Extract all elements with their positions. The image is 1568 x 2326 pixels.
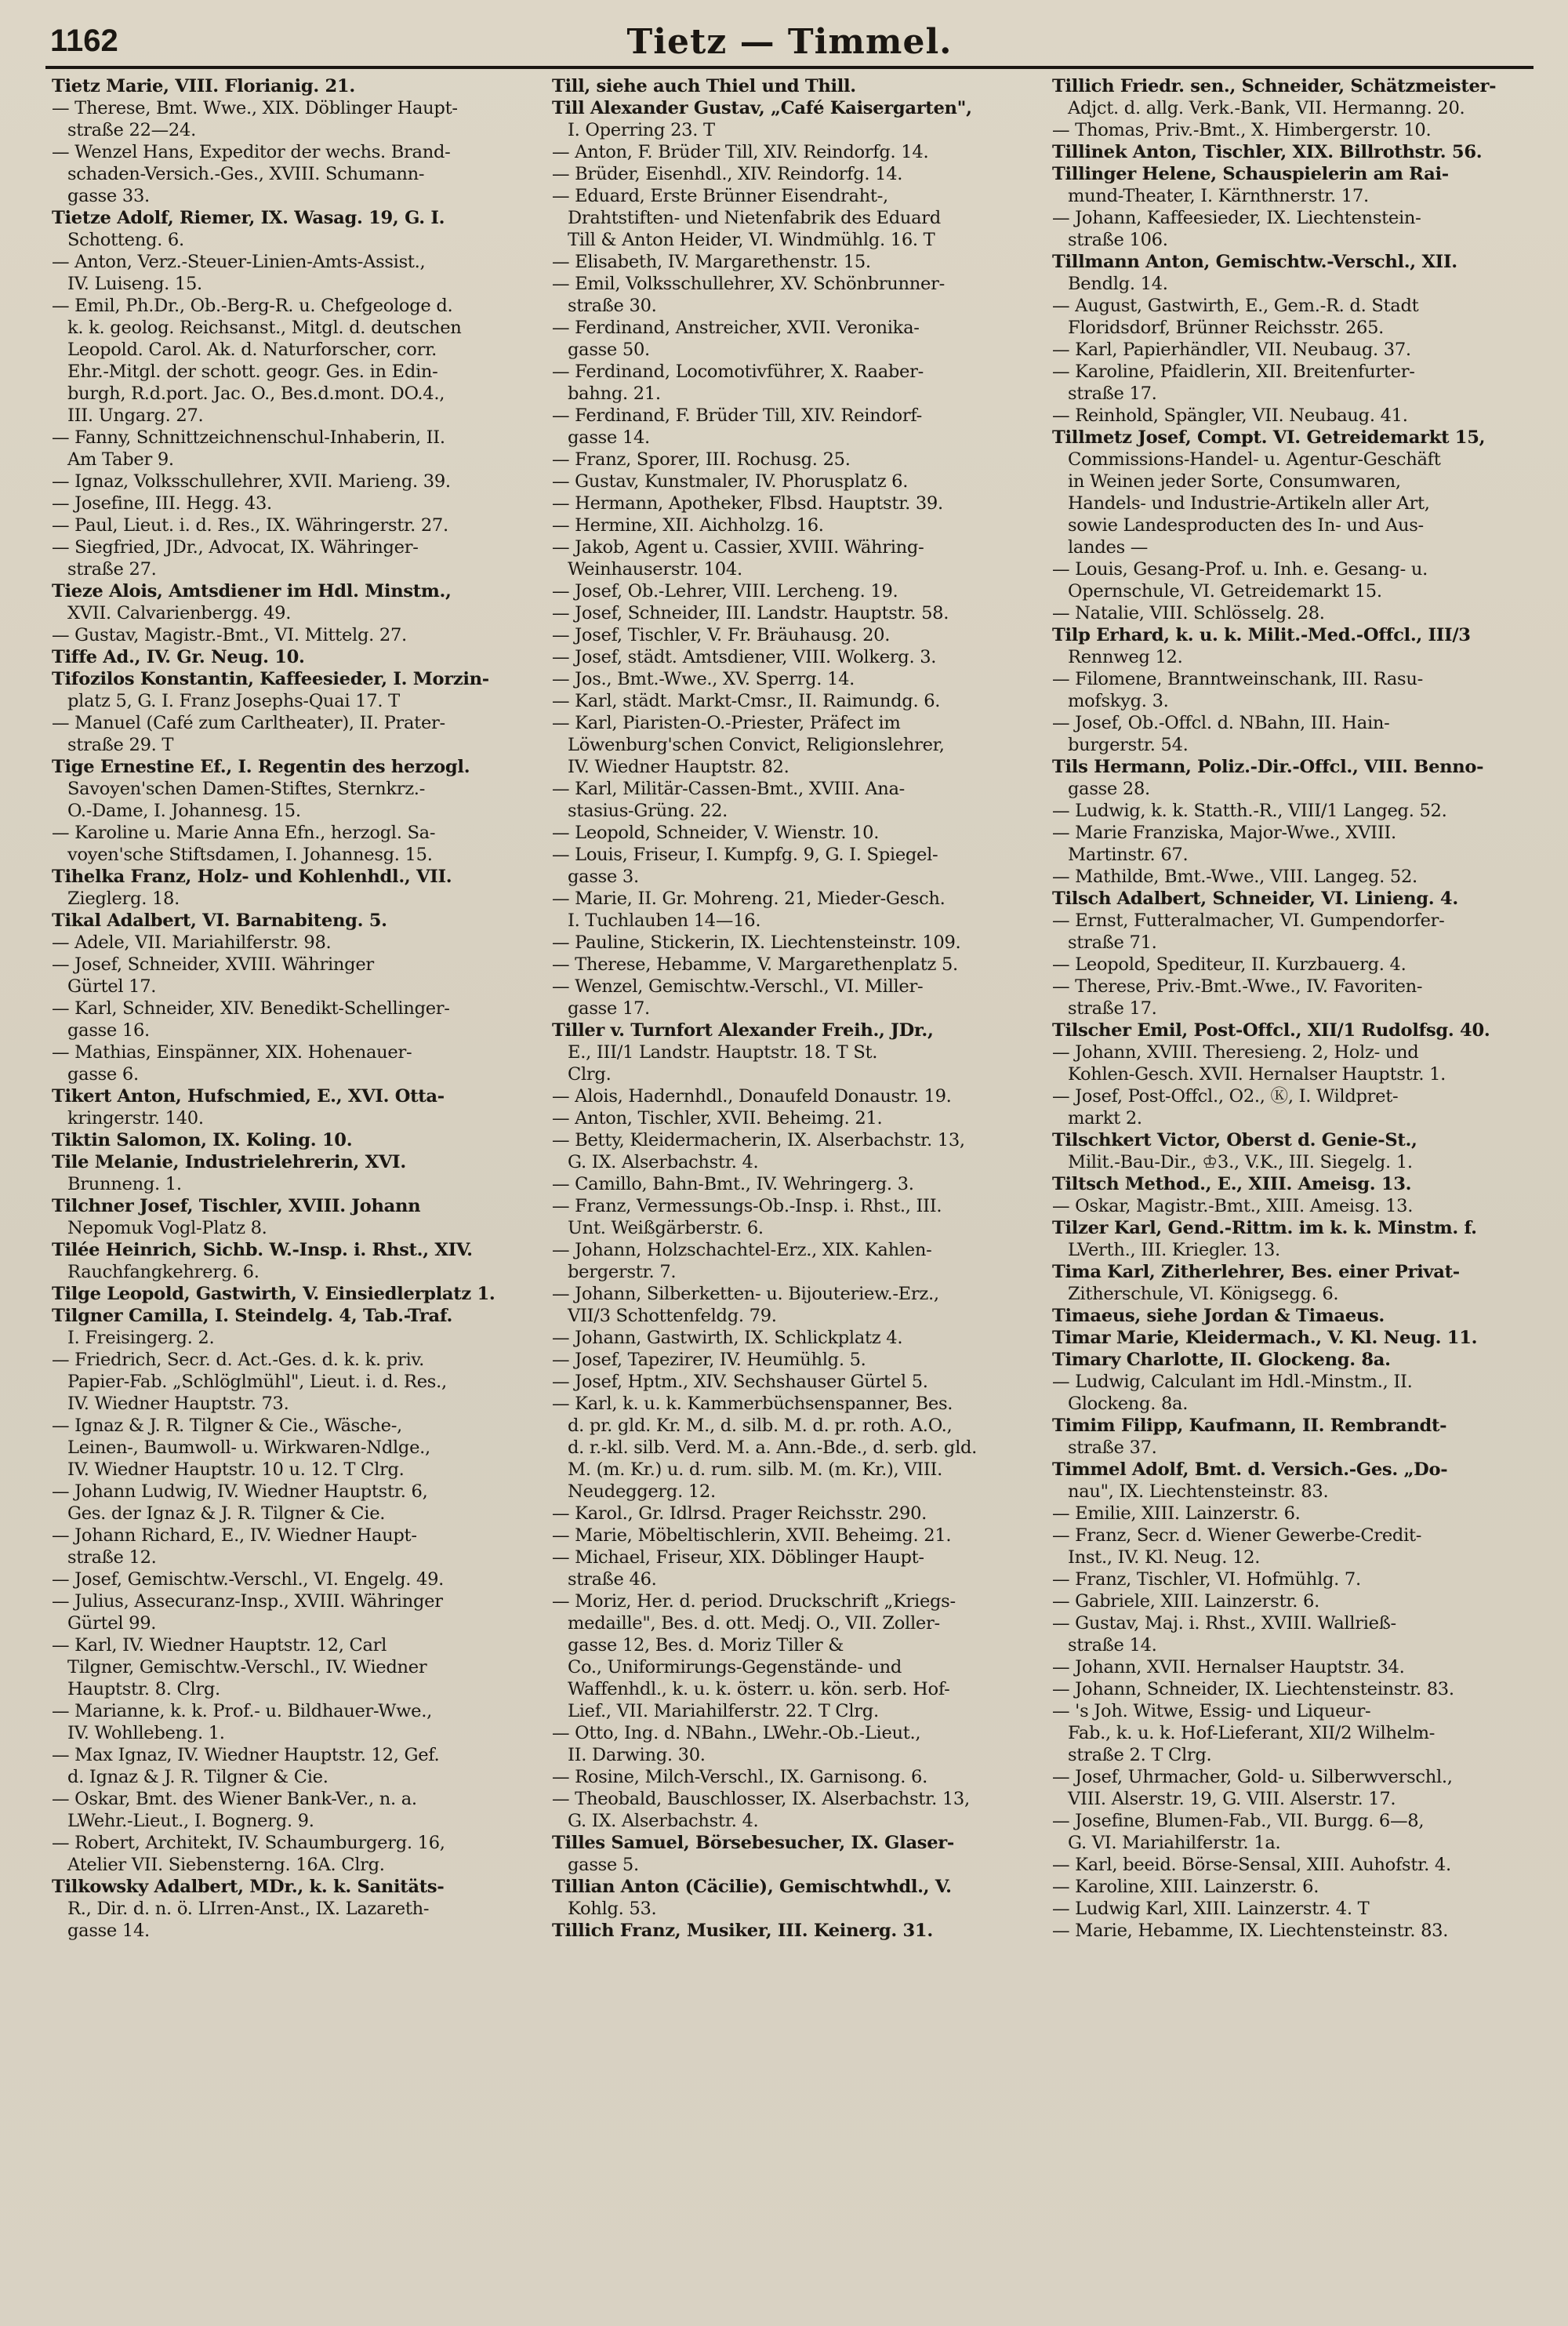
entry-line: — Franz, Secr. d. Wiener Gewerbe-Credit- — [1052, 1525, 1422, 1546]
entry-headword-line: Tilscher Emil, Post-Offcl., XII/1 Rudolfsg. 40. — [1052, 1020, 1490, 1041]
entry-line: — Mathilde, Bmt.-Wwe., VIII. Langeg. 52. — [1052, 867, 1417, 887]
entry-line: — Karl, IV. Wiedner Hauptstr. 12, Carl — [52, 1635, 387, 1655]
entry-line: — Robert, Architekt, IV. Schaumburgerg. 16, — [52, 1833, 445, 1853]
entry-continuation-line: straße 17. — [1068, 383, 1157, 404]
entry-continuation-line: III. Ungarg. 27. — [67, 405, 204, 426]
entry-continuation-line: Opernschule, VI. Getreidemarkt 15. — [1068, 581, 1382, 601]
entry-continuation-line: Bendlg. 14. — [1068, 274, 1168, 294]
entry-line: — Oskar, Magistr.-Bmt., XIII. Ameisg. 13. — [1052, 1196, 1414, 1216]
entry-headword-line: Timaeus, siehe Jordan & Timaeus. — [1052, 1306, 1385, 1326]
entry-line: — Johann Richard, E., IV. Wiedner Haupt- — [52, 1525, 417, 1546]
entry-continuation-line: voyen'sche Stiftsdamen, I. Johannesg. 15. — [67, 845, 433, 865]
entry-line: — Julius, Assecuranz-Insp., XVIII. Währinger — [52, 1591, 443, 1612]
entry-line: — Josef, Ob.-Offcl. d. NBahn, III. Hain- — [1052, 713, 1390, 733]
entry-continuation-line: Ehr.-Mitgl. der schott. geogr. Ges. in Edin- — [67, 362, 438, 382]
entry-line: — Emil, Ph.Dr., Ob.-Berg-R. u. Chefgeologe d. — [52, 296, 453, 316]
entry-continuation-line: straße 17. — [1068, 998, 1157, 1019]
entry-continuation-line: d. pr. gld. Kr. M., d. silb. M. d. pr. roth. A.O., — [568, 1416, 953, 1436]
entry-continuation-line: Drahtstiften- und Nietenfabrik des Eduard — [568, 208, 941, 228]
entry-line: — Karl, Schneider, XIV. Benedikt-Schellinger- — [52, 998, 450, 1019]
entry-line: — Wenzel, Gemischtw.-Verschl., VI. Miller- — [552, 976, 924, 997]
column-left — [45, 75, 543, 2302]
entry-continuation-line: nau", IX. Liechtensteinstr. 83. — [1068, 1481, 1329, 1502]
entry-continuation-line: gasse 14. — [568, 427, 650, 448]
entry-continuation-line: k. k. geolog. Reichsanst., Mitgl. d. deutschen — [67, 318, 462, 338]
entry-continuation-line: Atelier VII. Siebensterng. 16A. Clrg. — [67, 1855, 385, 1875]
entry-continuation-line: Leopold. Carol. Ak. d. Naturforscher, corr. — [67, 340, 437, 360]
column-middle — [546, 75, 1043, 2302]
entry-line: — Camillo, Bahn-Bmt., IV. Wehringerg. 3. — [552, 1174, 914, 1194]
entry-continuation-line: Neudeggerg. 12. — [568, 1481, 716, 1502]
entry-continuation-line: IV. Wohllebeng. 1. — [67, 1723, 225, 1743]
entry-line: — Karl, Militär-Cassen-Bmt., XVIII. Ana- — [552, 779, 905, 799]
entry-headword-line: Tillmann Anton, Gemischtw.-Verschl., XII. — [1052, 252, 1457, 272]
entry-continuation-line: burgh, R.d.port. Jac. O., Bes.d.mont. DO.4., — [67, 383, 445, 404]
entry-headword-line: Tihelka Franz, Holz- und Kohlenhdl., VII. — [52, 867, 452, 887]
entry-line: — Josef, Gemischtw.-Verschl., VI. Engelg. 49. — [52, 1569, 445, 1590]
entry-line: — Josef, Uhrmacher, Gold- u. Silberwverschl., — [1052, 1767, 1453, 1787]
page-number: 1162 — [50, 24, 118, 58]
entry-continuation-line: Rauchfangkehrerg. 6. — [67, 1262, 260, 1282]
entry-line: — Therese, Hebamme, V. Margarethenplatz 5. — [552, 954, 958, 975]
entry-headword-line: Till Alexander Gustav, „Café Kaisergarten", — [552, 98, 972, 118]
entry-line: — Ignaz & J. R. Tilgner & Cie., Wäsche-, — [52, 1416, 402, 1436]
entry-headword-line: Tils Hermann, Poliz.-Dir.-Offcl., VIII. Benno- — [1052, 757, 1484, 777]
entry-line: — Max Ignaz, IV. Wiedner Hauptstr. 12, Gef. — [52, 1745, 440, 1765]
entry-headword-line: Tilsch Adalbert, Schneider, VI. Linieng. 4. — [1052, 889, 1458, 909]
entry-line: — Jos., Bmt.-Wwe., XV. Sperrg. 14. — [552, 669, 855, 689]
entry-continuation-line: G. IX. Alserbachstr. 4. — [568, 1152, 759, 1172]
entry-continuation-line: O.-Dame, I. Johannesg. 15. — [67, 801, 301, 821]
entry-continuation-line: landes — — [1068, 537, 1149, 558]
entry-line: — Paul, Lieut. i. d. Res., IX. Währingerstr. 27. — [52, 515, 448, 536]
entry-headword-line: Tilschkert Victor, Oberst d. Genie-St., — [1052, 1130, 1417, 1150]
entry-line: — Siegfried, JDr., Advocat, IX. Währinger- — [52, 537, 419, 558]
entry-continuation-line: VIII. Alserstr. 19, G. VIII. Alserstr. 17. — [1068, 1789, 1396, 1809]
entry-line: — Hermine, XII. Aichholzg. 16. — [552, 515, 824, 536]
entry-continuation-line: bergerstr. 7. — [568, 1262, 677, 1282]
entry-continuation-line: gasse 28. — [1068, 779, 1150, 799]
entry-line: — Anton, Tischler, XVII. Beheimg. 21. — [552, 1108, 883, 1128]
entry-continuation-line: d. r.-kl. silb. Verd. M. a. Ann.-Bde., d. serb. gld. — [568, 1437, 978, 1458]
entry-line: — Gustav, Maj. i. Rhst., XVIII. Wallrieß- — [1052, 1613, 1396, 1634]
entry-line: — Otto, Ing. d. NBahn., LWehr.-Ob.-Lieut., — [552, 1723, 921, 1743]
entry-line: — Wenzel Hans, Expeditor der wechs. Brand- — [52, 142, 451, 162]
entry-line: — Josefine, III. Hegg. 43. — [52, 493, 272, 514]
entry-continuation-line: gasse 14. — [67, 1921, 150, 1941]
entry-headword-line: Tilge Leopold, Gastwirth, V. Einsiedlerplatz 1. — [52, 1284, 495, 1304]
entry-continuation-line: Löwenburg'schen Convict, Religionslehrer, — [568, 735, 945, 755]
entry-continuation-line: IV. Wiedner Hauptstr. 82. — [568, 757, 789, 777]
entry-continuation-line: gasse 6. — [67, 1064, 139, 1085]
entry-continuation-line: E., III/1 Landstr. Hauptstr. 18. T St. — [568, 1042, 878, 1063]
entry-line: — Josef, städt. Amtsdiener, VIII. Wolkerg. 3. — [552, 647, 937, 667]
entry-line: — Gabriele, XIII. Lainzerstr. 6. — [1052, 1591, 1319, 1612]
entry-continuation-line: Floridsdorf, Brünner Reichsstr. 265. — [1068, 318, 1385, 338]
entry-headword-line: Tige Ernestine Ef., I. Regentin des herzogl. — [52, 757, 470, 777]
entry-line: — Josef, Schneider, III. Landstr. Hauptstr. 58. — [552, 603, 949, 623]
entry-line: — Johann, Gastwirth, IX. Schlickplatz 4. — [552, 1328, 903, 1348]
entry-line: — Alois, Hadernhdl., Donaufeld Donaustr. 19. — [552, 1086, 952, 1107]
entry-continuation-line: Kohlg. 53. — [568, 1899, 657, 1919]
entry-continuation-line: Nepomuk Vogl-Platz 8. — [67, 1218, 267, 1238]
entry-line: — Josef, Tischler, V. Fr. Bräuhausg. 20. — [552, 625, 891, 645]
entry-line: — Josef, Hptm., XIV. Sechshauser Gürtel 5. — [552, 1372, 928, 1392]
entry-continuation-line: gasse 5. — [568, 1855, 639, 1875]
entry-continuation-line: Waffenhdl., k. u. k. österr. u. kön. serb. Hof- — [568, 1679, 950, 1699]
entry-continuation-line: straße 37. — [1068, 1437, 1157, 1458]
entry-line: — August, Gastwirth, E., Gem.-R. d. Stadt — [1052, 296, 1419, 316]
entry-line: — Josef, Ob.-Lehrer, VIII. Lercheng. 19. — [552, 581, 898, 601]
entry-continuation-line: Leinen-, Baumwoll- u. Wirkwaren-Ndlge., — [67, 1437, 430, 1458]
entry-headword-line: Tilzer Karl, Gend.-Rittm. im k. k. Minstm. f. — [1052, 1218, 1477, 1238]
entry-continuation-line: I. Freisingerg. 2. — [67, 1328, 215, 1348]
entry-line: — Anton, Verz.-Steuer-Linien-Amts-Assist., — [52, 252, 426, 272]
entry-line: — Ferdinand, Anstreicher, XVII. Veronika- — [552, 318, 920, 338]
entry-continuation-line: straße 14. — [1068, 1635, 1157, 1655]
entry-continuation-line: straße 71. — [1068, 932, 1157, 953]
entry-line: — Franz, Vermessungs-Ob.-Insp. i. Rhst., III. — [552, 1196, 942, 1216]
entry-continuation-line: Am Taber 9. — [67, 449, 174, 470]
entry-continuation-line: mofskyg. 3. — [1068, 691, 1169, 711]
entry-line: — Johann, Kaffeesieder, IX. Liechtenstein- — [1052, 208, 1421, 228]
entry-line: — Marie, Hebamme, IX. Liechtensteinstr. 83. — [1052, 1921, 1449, 1941]
entry-continuation-line: Zieglerg. 18. — [67, 889, 180, 909]
entry-continuation-line: d. Ignaz & J. R. Tilgner & Cie. — [67, 1767, 328, 1787]
entry-continuation-line: Glockeng. 8a. — [1068, 1394, 1189, 1414]
entry-continuation-line: Gürtel 99. — [67, 1613, 157, 1634]
entry-headword-line: Tilgner Camilla, I. Steindelg. 4, Tab.-Traf. — [52, 1306, 453, 1326]
entry-line: — Brüder, Eisenhdl., XIV. Reindorfg. 14. — [552, 164, 903, 184]
entry-line: — Ferdinand, F. Brüder Till, XIV. Reindorf- — [552, 405, 922, 426]
entry-line: — Thomas, Priv.-Bmt., X. Himbergerstr. 10. — [1052, 120, 1432, 140]
entry-continuation-line: Schotteng. 6. — [67, 230, 184, 250]
entry-continuation-line: Kohlen-Gesch. XVII. Hernalser Hauptstr. 1. — [1068, 1064, 1446, 1085]
entry-line: — Ludwig, Calculant im Hdl.-Minstm., II. — [1052, 1372, 1413, 1392]
entry-continuation-line: IV. Luiseng. 15. — [67, 274, 202, 294]
entry-line: — Franz, Sporer, III. Rochusg. 25. — [552, 449, 851, 470]
entry-columns — [45, 75, 1534, 2302]
entry-headword-line: Timary Charlotte, II. Glockeng. 8a. — [1052, 1350, 1391, 1370]
entry-continuation-line: LWehr.-Lieut., I. Bognerg. 9. — [67, 1811, 314, 1831]
entry-line: — Ludwig, k. k. Statth.-R., VIII/1 Langeg. 52. — [1052, 801, 1447, 821]
entry-line: — Reinhold, Spängler, VII. Neubaug. 41. — [1052, 405, 1408, 426]
entry-line: — Louis, Gesang-Prof. u. Inh. e. Gesang- u. — [1052, 559, 1428, 580]
entry-line: — Moriz, Her. d. period. Druckschrift „Kriegs- — [552, 1591, 956, 1612]
entry-continuation-line: I. Tuchlauben 14—16. — [568, 910, 761, 931]
entry-continuation-line: burgerstr. 54. — [1068, 735, 1189, 755]
entry-headword-line: Timim Filipp, Kaufmann, II. Rembrandt- — [1052, 1416, 1447, 1436]
entry-continuation-line: LVerth., III. Kriegler. 13. — [1068, 1240, 1280, 1260]
entry-headword-line: Timar Marie, Kleidermach., V. Kl. Neug. 11. — [1052, 1328, 1478, 1348]
entry-continuation-line: Inst., IV. Kl. Neug. 12. — [1068, 1547, 1261, 1568]
entry-line: — Josefine, Blumen-Fab., VII. Burgg. 6—8, — [1052, 1811, 1425, 1831]
entry-line: — Emilie, XIII. Lainzerstr. 6. — [1052, 1503, 1301, 1524]
entry-line: — Adele, VII. Mariahilferstr. 98. — [52, 932, 332, 953]
entry-continuation-line: Handels- und Industrie-Artikeln aller Art, — [1068, 493, 1430, 514]
entry-headword-line: Tilles Samuel, Börsebesucher, IX. Glaser- — [552, 1833, 954, 1853]
entry-line: — Leopold, Spediteur, II. Kurzbauerg. 4. — [1052, 954, 1406, 975]
entry-line: — Fanny, Schnittzeichnenschul-Inhaberin, II. — [52, 427, 445, 448]
entry-continuation-line: gasse 12, Bes. d. Moriz Tiller & — [568, 1635, 844, 1655]
entry-line: — Hermann, Apotheker, Flbsd. Hauptstr. 39. — [552, 493, 943, 514]
entry-headword-line: Tillich Franz, Musiker, III. Keinerg. 31. — [552, 1921, 933, 1941]
entry-continuation-line: G. VI. Mariahilferstr. 1a. — [1068, 1833, 1281, 1853]
entry-line: — Ludwig Karl, XIII. Lainzerstr. 4. T — [1052, 1899, 1370, 1919]
entry-continuation-line: XVII. Calvarienbergg. 49. — [67, 603, 292, 623]
entry-line: — Karoline, XIII. Lainzerstr. 6. — [1052, 1877, 1319, 1897]
entry-line: — Karol., Gr. Idlrsd. Prager Reichsstr. 290. — [552, 1503, 927, 1524]
entry-continuation-line: straße 30. — [568, 296, 657, 316]
entry-line: — Johann Ludwig, IV. Wiedner Hauptstr. 6, — [52, 1481, 428, 1502]
entry-line: — Marianne, k. k. Prof.- u. Bildhauer-Wwe., — [52, 1701, 432, 1721]
entry-line: — Johann, Holzschachtel-Erz., XIX. Kahlen- — [552, 1240, 932, 1260]
entry-continuation-line: straße 46. — [568, 1569, 657, 1590]
page-title: Tietz — Timmel. — [626, 22, 953, 62]
entry-line: — Karl, Papierhändler, VII. Neubaug. 37. — [1052, 340, 1411, 360]
entry-headword-line: Tikal Adalbert, VI. Barnabiteng. 5. — [52, 910, 387, 931]
entry-line: — Karoline u. Marie Anna Efn., herzogl. Sa- — [52, 823, 436, 843]
entry-continuation-line: straße 106. — [1068, 230, 1168, 250]
entry-headword-line: Tifozilos Konstantin, Kaffeesieder, I. Morzin- — [52, 669, 489, 689]
entry-line: — Karl, städt. Markt-Cmsr., II. Raimundg. 6. — [552, 691, 941, 711]
entry-continuation-line: bahng. 21. — [568, 383, 661, 404]
entry-headword-line: Tima Karl, Zitherlehrer, Bes. einer Privat- — [1052, 1262, 1460, 1282]
entry-line: — Josef, Tapezirer, IV. Heumühlg. 5. — [552, 1350, 866, 1370]
entry-continuation-line: Clrg. — [568, 1064, 612, 1085]
entry-continuation-line: Zitherschule, VI. Königsegg. 6. — [1068, 1284, 1339, 1304]
entry-continuation-line: Lief., VII. Mariahilferstr. 22. T Clrg. — [568, 1701, 879, 1721]
entry-line: — Michael, Friseur, XIX. Döblinger Haupt- — [552, 1547, 924, 1568]
entry-continuation-line: in Weinen jeder Sorte, Consumwaren, — [1068, 471, 1401, 492]
entry-headword-line: Tiktin Salomon, IX. Koling. 10. — [52, 1130, 353, 1150]
entry-continuation-line: G. IX. Alserbachstr. 4. — [568, 1811, 759, 1831]
entry-headword-line: Tietze Adolf, Riemer, IX. Wasag. 19, G. I. — [52, 208, 445, 228]
entry-continuation-line: gasse 3. — [568, 867, 639, 887]
entry-line: — Pauline, Stickerin, IX. Liechtensteinstr. 109. — [552, 932, 961, 953]
entry-line: — Therese, Priv.-Bmt.-Wwe., IV. Favoriten- — [1052, 976, 1423, 997]
entry-continuation-line: straße 27. — [67, 559, 157, 580]
entry-continuation-line: Tilgner, Gemischtw.-Verschl., IV. Wiedner — [67, 1657, 427, 1677]
entry-headword-line: Timmel Adolf, Bmt. d. Versich.-Ges. „Do- — [1052, 1459, 1448, 1480]
entry-continuation-line: gasse 50. — [568, 340, 650, 360]
entry-continuation-line: M. (m. Kr.) u. d. rum. silb. M. (m. Kr.), VIII. — [568, 1459, 943, 1480]
entry-continuation-line: Commissions-Handel- u. Agentur-Geschäft — [1068, 449, 1441, 470]
entry-continuation-line: Ges. der Ignaz & J. R. Tilgner & Cie. — [67, 1503, 386, 1524]
entry-line: — Theobald, Bauschlosser, IX. Alserbachstr. 13, — [552, 1789, 970, 1809]
entry-continuation-line: medaille", Bes. d. ott. Medj. O., VII. Zoller- — [568, 1613, 940, 1634]
entry-line: — Johann, Schneider, IX. Liechtensteinstr. 83. — [1052, 1679, 1454, 1699]
entry-continuation-line: gasse 17. — [568, 998, 650, 1019]
entry-line: — Louis, Friseur, I. Kumpfg. 9, G. I. Spiegel- — [552, 845, 938, 865]
entry-continuation-line: Gürtel 17. — [67, 976, 157, 997]
entry-continuation-line: straße 29. T — [67, 735, 174, 755]
entry-continuation-line: Papier-Fab. „Schlöglmühl", Lieut. i. d. Res., — [67, 1372, 447, 1392]
entry-line: — Marie, Möbeltischlerin, XVII. Beheimg. 21. — [552, 1525, 952, 1546]
entry-headword-line: Tiltsch Method., E., XIII. Ameisg. 13. — [1052, 1174, 1412, 1194]
entry-headword-line: Tillinger Helene, Schauspielerin am Rai- — [1052, 164, 1449, 184]
entry-continuation-line: schaden-Versich.-Ges., XVIII. Schumann- — [67, 164, 425, 184]
entry-continuation-line: IV. Wiedner Hauptstr. 73. — [67, 1394, 289, 1414]
entry-continuation-line: R., Dir. d. n. ö. LIrren-Anst., IX. Lazareth- — [67, 1899, 430, 1919]
entry-line: — Gustav, Kunstmaler, IV. Phorusplatz 6. — [552, 471, 909, 492]
entry-headword-line: Tilchner Josef, Tischler, XVIII. Johann — [52, 1196, 421, 1216]
entry-continuation-line: gasse 33. — [67, 186, 150, 206]
entry-line: — Franz, Tischler, VI. Hofmühlg. 7. — [1052, 1569, 1361, 1590]
entry-line: — Marie, II. Gr. Mohreng. 21, Mieder-Gesch. — [552, 889, 946, 909]
entry-continuation-line: stasius-Grüng. 22. — [568, 801, 728, 821]
entry-continuation-line: straße 22—24. — [67, 120, 196, 140]
entry-continuation-line: II. Darwing. 30. — [568, 1745, 706, 1765]
entry-continuation-line: gasse 16. — [67, 1020, 150, 1041]
entry-line: — 's Joh. Witwe, Essig- und Liqueur- — [1052, 1701, 1371, 1721]
entry-line: — Jakob, Agent u. Cassier, XVIII. Währing- — [552, 537, 924, 558]
entry-line: — Emil, Volksschullehrer, XV. Schönbrunner- — [552, 274, 945, 294]
entry-continuation-line: I. Operring 23. T — [568, 120, 715, 140]
entry-line: — Ignaz, Volksschullehrer, XVII. Marieng. 39. — [52, 471, 451, 492]
entry-line: — Anton, F. Brüder Till, XIV. Reindorfg. 14. — [552, 142, 929, 162]
entry-headword-line: Tillinek Anton, Tischler, XIX. Billrothstr. 56. — [1052, 142, 1483, 162]
entry-line: — Elisabeth, IV. Margarethenstr. 15. — [552, 252, 871, 272]
entry-line: — Betty, Kleidermacherin, IX. Alserbachstr. 13, — [552, 1130, 965, 1150]
page-header — [45, 17, 1534, 69]
entry-line: — Friedrich, Secr. d. Act.-Ges. d. k. k. priv. — [52, 1350, 425, 1370]
entry-line: — Karl, k. u. k. Kammerbüchsenspanner, Bes. — [552, 1394, 953, 1414]
entry-continuation-line: platz 5, G. I. Franz Josephs-Quai 17. T — [67, 691, 400, 711]
entry-continuation-line: kringerstr. 140. — [67, 1108, 204, 1128]
entry-continuation-line: Co., Uniformirungs-Gegenstände- und — [568, 1657, 902, 1677]
entry-line: — Rosine, Milch-Verschl., IX. Garnisong. 6. — [552, 1767, 927, 1787]
entry-line: — Filomene, Branntweinschank, III. Rasu- — [1052, 669, 1423, 689]
entry-headword-line: Tillich Friedr. sen., Schneider, Schätzmeister- — [1052, 76, 1497, 96]
entry-headword-line: Till, siehe auch Thiel und Thill. — [552, 76, 856, 96]
entry-headword-line: Tiffe Ad., IV. Gr. Neug. 10. — [52, 647, 305, 667]
entry-line: — Johann, Silberketten- u. Bijouteriew.-Erz., — [552, 1284, 939, 1304]
entry-headword-line: Tiller v. Turnfort Alexander Freih., JDr., — [552, 1020, 934, 1041]
entry-headword-line: Tillmetz Josef, Compt. VI. Getreidemarkt 15, — [1052, 427, 1486, 448]
entry-continuation-line: Martinstr. 67. — [1068, 845, 1189, 865]
entry-continuation-line: Fab., k. u. k. Hof-Lieferant, XII/2 Wilhelm- — [1068, 1723, 1436, 1743]
entry-line: — Oskar, Bmt. des Wiener Bank-Ver., n. a. — [52, 1789, 417, 1809]
entry-line: — Manuel (Café zum Carltheater), II. Prater- — [52, 713, 445, 733]
entry-line: — Eduard, Erste Brünner Eisendraht-, — [552, 186, 888, 206]
entry-continuation-line: IV. Wiedner Hauptstr. 10 u. 12. T Clrg. — [67, 1459, 405, 1480]
entry-continuation-line: VII/3 Schottenfeldg. 79. — [568, 1306, 777, 1326]
entry-continuation-line: Rennweg 12. — [1068, 647, 1183, 667]
entry-line: — Karoline, Pfaidlerin, XII. Breitenfurter- — [1052, 362, 1415, 382]
entry-headword-line: Tillian Anton (Cäcilie), Gemischtwhdl., V. — [552, 1877, 952, 1897]
entry-line: — Marie Franziska, Major-Wwe., XVIII. — [1052, 823, 1396, 843]
entry-line: — Therese, Bmt. Wwe., XIX. Döblinger Haupt- — [52, 98, 458, 118]
entry-continuation-line: Adjct. d. allg. Verk.-Bank, VII. Hermanng. 20. — [1068, 98, 1465, 118]
entry-headword-line: Tikert Anton, Hufschmied, E., XVI. Otta- — [52, 1086, 445, 1107]
entry-continuation-line: straße 2. T Clrg. — [1068, 1745, 1212, 1765]
entry-continuation-line: Brunneng. 1. — [67, 1174, 182, 1194]
entry-headword-line: Tile Melanie, Industrielehrerin, XVI. — [52, 1152, 406, 1172]
entry-headword-line: Tieze Alois, Amtsdiener im Hdl. Minstm., — [52, 581, 452, 601]
entry-line: — Johann, XVII. Hernalser Hauptstr. 34. — [1052, 1657, 1405, 1677]
entry-continuation-line: Savoyen'schen Damen-Stiftes, Sternkrz.- — [67, 779, 426, 799]
entry-continuation-line: Till & Anton Heider, VI. Windmühlg. 16. T — [568, 230, 935, 250]
entry-headword-line: Tilée Heinrich, Sichb. W.-Insp. i. Rhst., XIV. — [52, 1240, 473, 1260]
entry-continuation-line: mund-Theater, I. Kärnthnerstr. 17. — [1068, 186, 1369, 206]
entry-line: — Gustav, Magistr.-Bmt., VI. Mittelg. 27. — [52, 625, 407, 645]
entry-continuation-line: Hauptstr. 8. Clrg. — [67, 1679, 220, 1699]
entry-headword-line: Tilkowsky Adalbert, MDr., k. k. Sanitäts- — [52, 1877, 445, 1897]
entry-line: — Leopold, Schneider, V. Wienstr. 10. — [552, 823, 880, 843]
entry-line: — Ernst, Futteralmacher, VI. Gumpendorfer- — [1052, 910, 1445, 931]
entry-headword-line: Tietz Marie, VIII. Florianig. 21. — [52, 76, 355, 96]
entry-line: — Mathias, Einspänner, XIX. Hohenauer- — [52, 1042, 412, 1063]
entry-continuation-line: sowie Landesproducten des In- und Aus- — [1068, 515, 1424, 536]
entry-line: — Josef, Schneider, XVIII. Währinger — [52, 954, 374, 975]
entry-line: — Josef, Post-Offcl., O2., Ⓚ, I. Wildpret- — [1052, 1086, 1399, 1107]
entry-line: — Natalie, VIII. Schlösselg. 28. — [1052, 603, 1325, 623]
entry-continuation-line: Unt. Weißgärberstr. 6. — [568, 1218, 764, 1238]
entry-line: — Karl, beeid. Börse-Sensal, XIII. Auhofstr. 4. — [1052, 1855, 1451, 1875]
entry-continuation-line: markt 2. — [1068, 1108, 1142, 1128]
entry-headword-line: Tilp Erhard, k. u. k. Milit.-Med.-Offcl., III/3 — [1052, 625, 1471, 645]
entry-continuation-line: Milit.-Bau-Dir., ♔3., V.K., III. Siegelg. 1. — [1068, 1152, 1413, 1172]
column-right — [1046, 75, 1543, 2302]
entry-line: — Ferdinand, Locomotivführer, X. Raaber- — [552, 362, 924, 382]
entry-line: — Johann, XVIII. Theresieng. 2, Holz- und — [1052, 1042, 1419, 1063]
entry-line: — Karl, Piaristen-O.-Priester, Präfect im — [552, 713, 901, 733]
entry-continuation-line: Weinhauserstr. 104. — [568, 559, 742, 580]
entry-continuation-line: straße 12. — [67, 1547, 157, 1568]
